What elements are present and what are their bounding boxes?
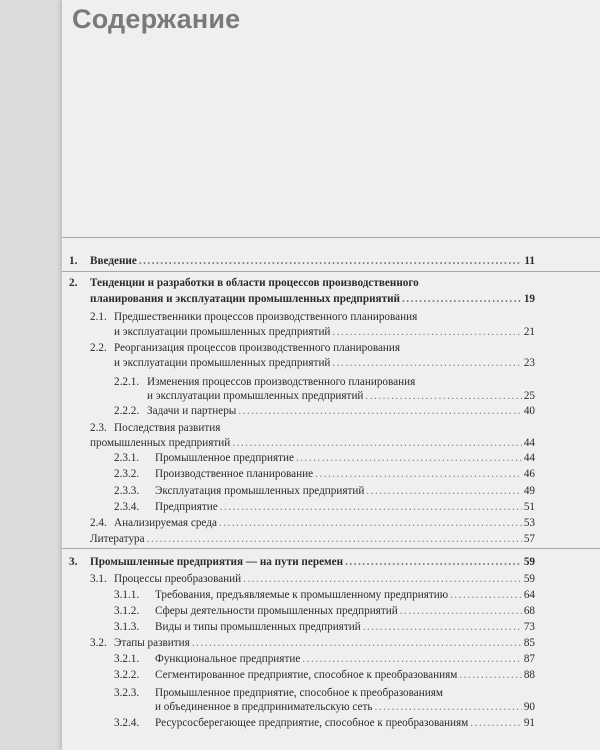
toc-title: Сферы деятельности промышленных предприятий	[155, 605, 398, 617]
dot-leader	[232, 436, 522, 450]
toc-entry-2-2-1[interactable]	[147, 389, 535, 403]
toc-entry-3-1-3[interactable]	[114, 620, 535, 634]
toc-entry-3-2-4[interactable]	[114, 716, 535, 730]
toc-title-line1: Изменения процессов производственного планирования	[147, 376, 416, 388]
toc-entry-2-3-3[interactable]	[114, 484, 535, 498]
toc-number: 3.	[69, 556, 78, 568]
toc-entry-3-2-2[interactable]	[114, 668, 535, 682]
toc-title-line2: и объединенное в предпринимательскую сеть	[155, 701, 373, 713]
toc-page: 90	[523, 701, 535, 713]
dot-leader	[302, 652, 522, 666]
toc-number: 3.2.	[90, 637, 107, 649]
toc-title: Введение	[90, 255, 137, 267]
toc-entry-2-4[interactable]	[90, 516, 535, 530]
toc-entry-1[interactable]	[69, 254, 535, 268]
toc-entry-3-1-2[interactable]	[114, 604, 535, 618]
toc-entry-3-2[interactable]	[90, 636, 535, 650]
toc-page: 53	[523, 517, 535, 529]
toc-title-line1: Тенденции и разработки в области процессов производственного	[90, 277, 419, 289]
toc-entry-2-3-4[interactable]	[114, 500, 535, 514]
toc-number: 3.2.4.	[114, 717, 140, 729]
divider	[62, 271, 600, 272]
dot-leader	[366, 484, 521, 498]
dot-leader	[332, 356, 521, 370]
dot-leader	[450, 588, 522, 602]
toc-page: 51	[523, 501, 535, 513]
toc-title-line2: планирования и эксплуатации промышленных предприятий	[90, 293, 400, 305]
toc-page: 73	[523, 621, 535, 633]
toc-page: 46	[523, 468, 535, 480]
toc-title-line2: и эксплуатации промышленных предприятий	[114, 357, 331, 369]
toc-title-line1: Реорганизация процессов производственного планирования	[114, 342, 401, 354]
toc-page: 68	[523, 605, 535, 617]
divider	[62, 548, 600, 549]
toc-title-line1: Промышленное предприятие, способное к преобразованиям	[155, 687, 443, 699]
toc-page: 87	[523, 653, 535, 665]
toc-entry-3-1-1[interactable]	[114, 588, 535, 602]
toc-number: 2.3.2.	[114, 468, 140, 480]
dot-leader	[139, 254, 523, 268]
toc-entry-literature[interactable]	[90, 532, 535, 546]
toc-number: 2.2.1.	[114, 376, 140, 388]
toc-entry-3[interactable]	[69, 555, 535, 569]
toc-page: 40	[523, 405, 535, 417]
toc-page: 21	[523, 326, 535, 338]
toc-entry-2-1[interactable]	[114, 325, 535, 339]
toc-page: 57	[523, 533, 535, 545]
toc-number: 3.2.2.	[114, 669, 140, 681]
toc-title-line1: Последствия развития	[114, 422, 221, 434]
toc-page: 23	[523, 357, 535, 369]
dot-leader	[238, 404, 521, 418]
toc-entry-2-2[interactable]	[114, 356, 535, 370]
dot-leader	[219, 516, 522, 530]
toc-number: 2.2.	[90, 342, 107, 354]
toc-number: 2.2.2.	[114, 405, 140, 417]
dot-leader	[147, 532, 522, 546]
toc-page: 49	[523, 485, 535, 497]
dot-leader	[470, 716, 522, 730]
toc-number: 2.3.1.	[114, 452, 140, 464]
toc-title-line2: промышленных предприятий	[90, 437, 231, 449]
toc-number: 3.2.1.	[114, 653, 140, 665]
toc-number: 2.3.4.	[114, 501, 140, 513]
toc-number: 1.	[69, 255, 78, 267]
toc-number: 2.3.	[90, 422, 107, 434]
dot-leader	[374, 700, 521, 714]
dot-leader	[296, 451, 522, 465]
dot-leader	[345, 555, 522, 569]
toc-title-line1: Предшественники процессов производственного планирования	[114, 311, 418, 323]
toc-title: Эксплуатация промышленных предприятий	[155, 485, 365, 497]
toc-number: 3.2.3.	[114, 687, 140, 699]
toc-title: Процессы преобразований	[114, 573, 242, 585]
toc-title: Промышленные предприятия — на пути перемен	[90, 556, 344, 568]
toc-entry-2-2-2[interactable]	[114, 404, 535, 418]
toc-page: 91	[523, 717, 535, 729]
toc-title: Задачи и партнеры	[147, 405, 237, 417]
toc-number: 3.1.	[90, 573, 107, 585]
dot-leader	[192, 636, 522, 650]
toc-page: 59	[523, 573, 535, 585]
toc-number: 2.	[69, 277, 78, 289]
toc-page: 44	[523, 452, 535, 464]
toc-entry-2-3-1[interactable]	[114, 451, 535, 465]
toc-number: 3.1.2.	[114, 605, 140, 617]
toc-number: 2.4.	[90, 517, 107, 529]
dot-leader	[363, 620, 522, 634]
dot-leader	[402, 292, 522, 306]
toc-title-line2: и эксплуатации промышленных предприятий	[147, 390, 364, 402]
toc-title: Виды и типы промышленных предприятий	[155, 621, 361, 633]
toc-entry-3-2-3[interactable]	[155, 700, 535, 714]
dot-leader	[332, 325, 521, 339]
toc-page: 11	[524, 255, 535, 267]
book-page	[62, 0, 600, 750]
toc-title-line2: и эксплуатации промышленных предприятий	[114, 326, 331, 338]
toc-title: Производственное планирование	[155, 468, 314, 480]
toc-page: 44	[523, 437, 535, 449]
toc-number: 2.3.3.	[114, 485, 140, 497]
toc-page: 64	[523, 589, 535, 601]
toc-title: Предприятие	[155, 501, 218, 513]
toc-number: 3.1.1.	[114, 589, 140, 601]
dot-leader	[459, 668, 521, 682]
toc-title: Анализируемая среда	[114, 517, 217, 529]
toc-entry-2[interactable]	[90, 292, 535, 306]
toc-page: 19	[523, 293, 535, 305]
toc-title: Этапы развития	[114, 637, 190, 649]
dot-leader	[243, 572, 522, 586]
toc-title: Сегментированное предприятие, способное к преобразованиям	[155, 669, 458, 681]
dot-leader	[400, 604, 522, 618]
toc-title: Требования, предъявляемые к промышленному предприятию	[155, 589, 449, 601]
toc-page: 88	[523, 669, 535, 681]
toc-page: 85	[523, 637, 535, 649]
divider	[62, 237, 600, 238]
toc-entry-2-3[interactable]	[90, 436, 535, 450]
toc-entry-3-2-1[interactable]	[114, 652, 535, 666]
toc-entry-3-1[interactable]	[90, 572, 535, 586]
dot-leader	[220, 500, 522, 514]
toc-title: Промышленное предприятие	[155, 452, 294, 464]
toc-entry-2-3-2[interactable]	[114, 467, 535, 481]
page-title: Содержание	[72, 4, 241, 34]
dot-leader	[315, 467, 522, 481]
toc-page: 25	[523, 390, 535, 402]
dot-leader	[365, 389, 521, 403]
toc-number: 2.1.	[90, 311, 107, 323]
toc-number: 3.1.3.	[114, 621, 140, 633]
toc-page: 59	[523, 556, 535, 568]
toc-title: Литература	[90, 533, 145, 545]
toc-title: Функциональное предприятие	[155, 653, 301, 665]
toc-title: Ресурсосберегающее предприятие, способное к преобразованиям	[155, 717, 469, 729]
